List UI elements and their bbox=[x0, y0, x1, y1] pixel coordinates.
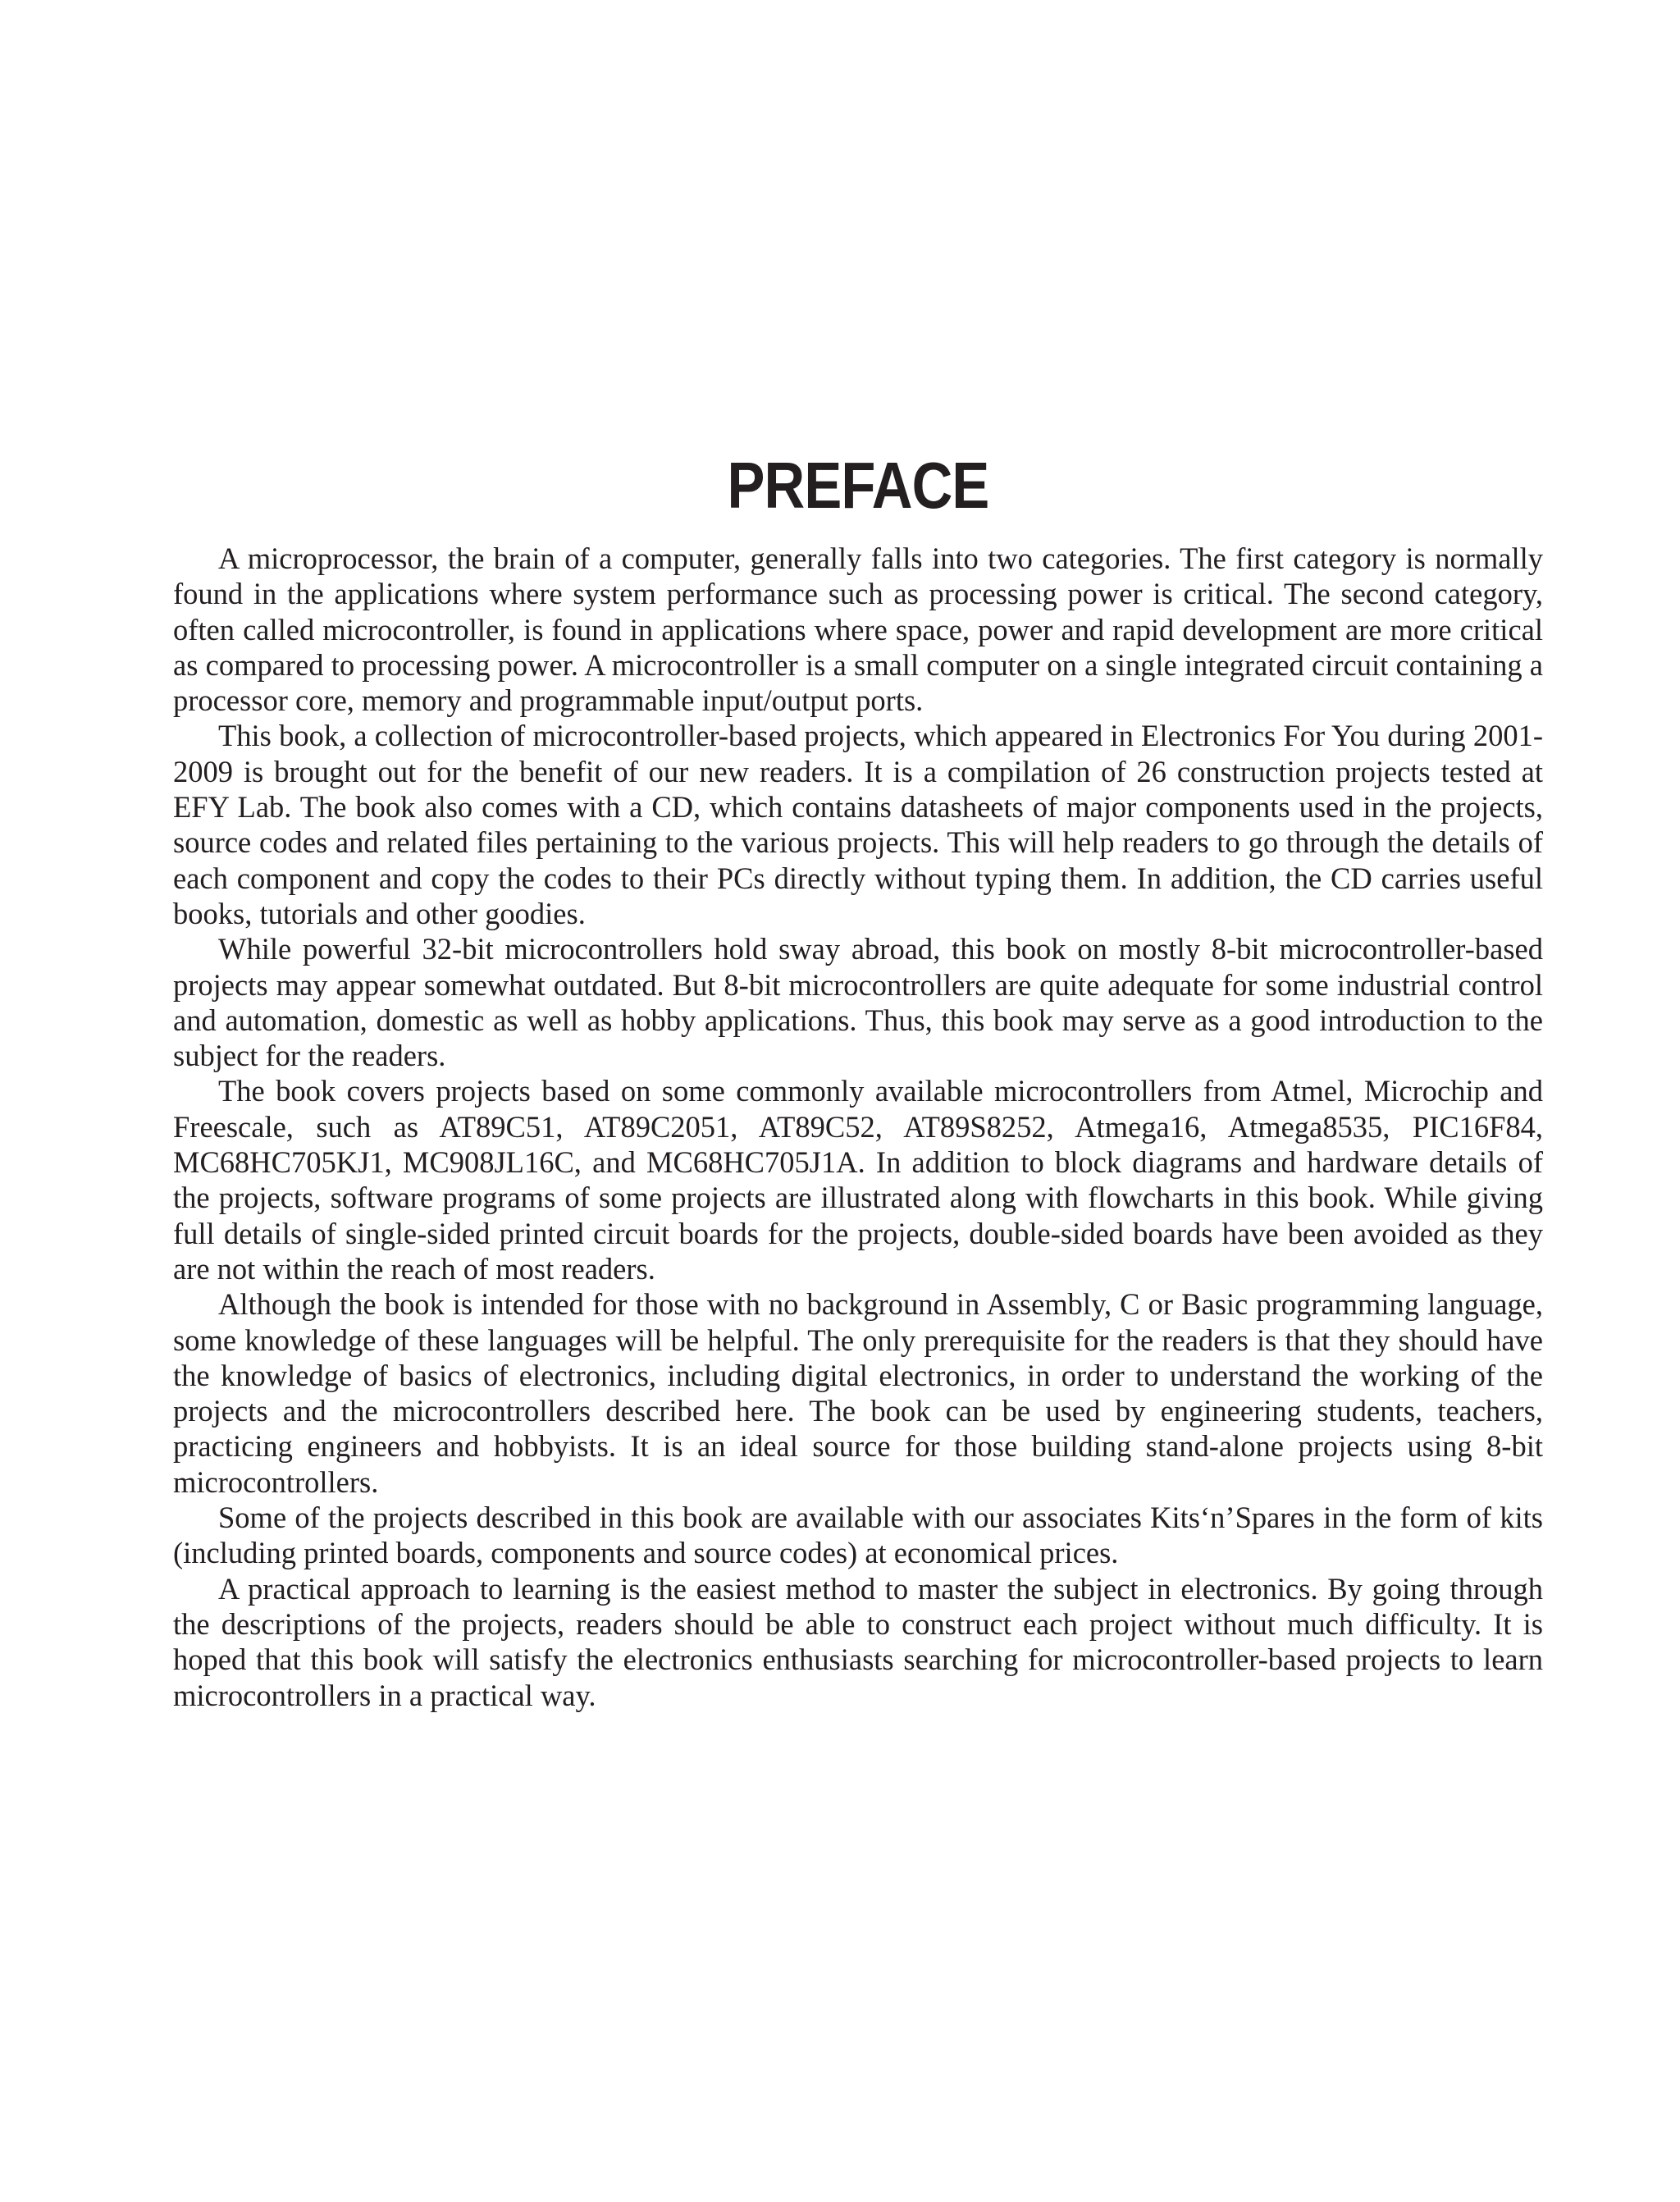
paragraph: A microprocessor, the brain of a computer, generally falls into two categories. The first category is normally found in the applications where system performance such as processing power is critical. The second category, often called microcontroller, is found in applications where space, power and rapid development are more critical as compared to processing power. A microcontroller is a small computer on a single integrated circuit containing a processor core, memory and programmable input/output ports. bbox=[173, 541, 1543, 718]
paragraph: Some of the projects described in this book are available with our associates Kits‘n’Spares in the form of kits (including printed boards, components and source codes) at economical prices. bbox=[173, 1501, 1543, 1570]
paragraph: A practical approach to learning is the easiest method to master the subject in electronics. By going through the descriptions of the projects, readers should be able to construct each project without much difficulty. It is hoped that this book will satisfy the electronics enthusiasts searching for microcontroller-based projects to learn microcontrollers in a practical way. bbox=[173, 1571, 1543, 1712]
paragraph: This book, a collection of microcontroller-based projects, which appeared in Electronics For You during 2001-2009 is brought out for the benefit of our new readers. It is a compilation of 26 construction projects tested at EFY Lab. The book also comes with a CD, which contains datasheets of major components used in the projects, source codes and related files pertaining to the various projects. This will help readers to go through the details of each component and copy the codes to their PCs directly without typing them. In addition, the CD carries useful books, tutorials and other goodies. bbox=[173, 719, 1543, 930]
paragraph: The book covers projects based on some commonly available microcontrollers from Atmel, Microchip and Freescale, such as AT89C51, AT89C2051, AT89C52, AT89S8252, Atmega16, Atmega8535, PIC16F84, MC68HC705KJ1, MC908JL16C, and MC68HC705J1A. In addition to block diagrams and hardware details of the projects, software programs of some projects are illustrated along with flowcharts in this book. While giving full details of single-sided printed circuit boards for the projects, double-sided boards have been avoided as they are not within the reach of most readers. bbox=[173, 1074, 1543, 1286]
page-title: PREFACE bbox=[727, 448, 989, 522]
paragraph: While powerful 32-bit microcontrollers hold sway abroad, this book on mostly 8-bit microcontroller-based projects may appear somewhat outdated. But 8-bit microcontrollers are quite adequate for some industrial control and automation, domestic as well as hobby applications. Thus, this book may serve as a good introduction to the subject for the readers. bbox=[173, 932, 1543, 1073]
paragraph: Although the book is intended for those with no background in Assembly, C or Basic programming language, some knowledge of these languages will be helpful. The only prerequisite for the readers is that they should have the knowledge of basics of electronics, including digital electronics, in order to understand the working of the projects and the microcontrollers described here. The book can be used by engineering students, teachers, practicing engineers and hobbyists. It is an ideal source for those building stand-alone projects using 8-bit microcontrollers. bbox=[173, 1287, 1543, 1499]
preface-body bbox=[173, 541, 1543, 1713]
